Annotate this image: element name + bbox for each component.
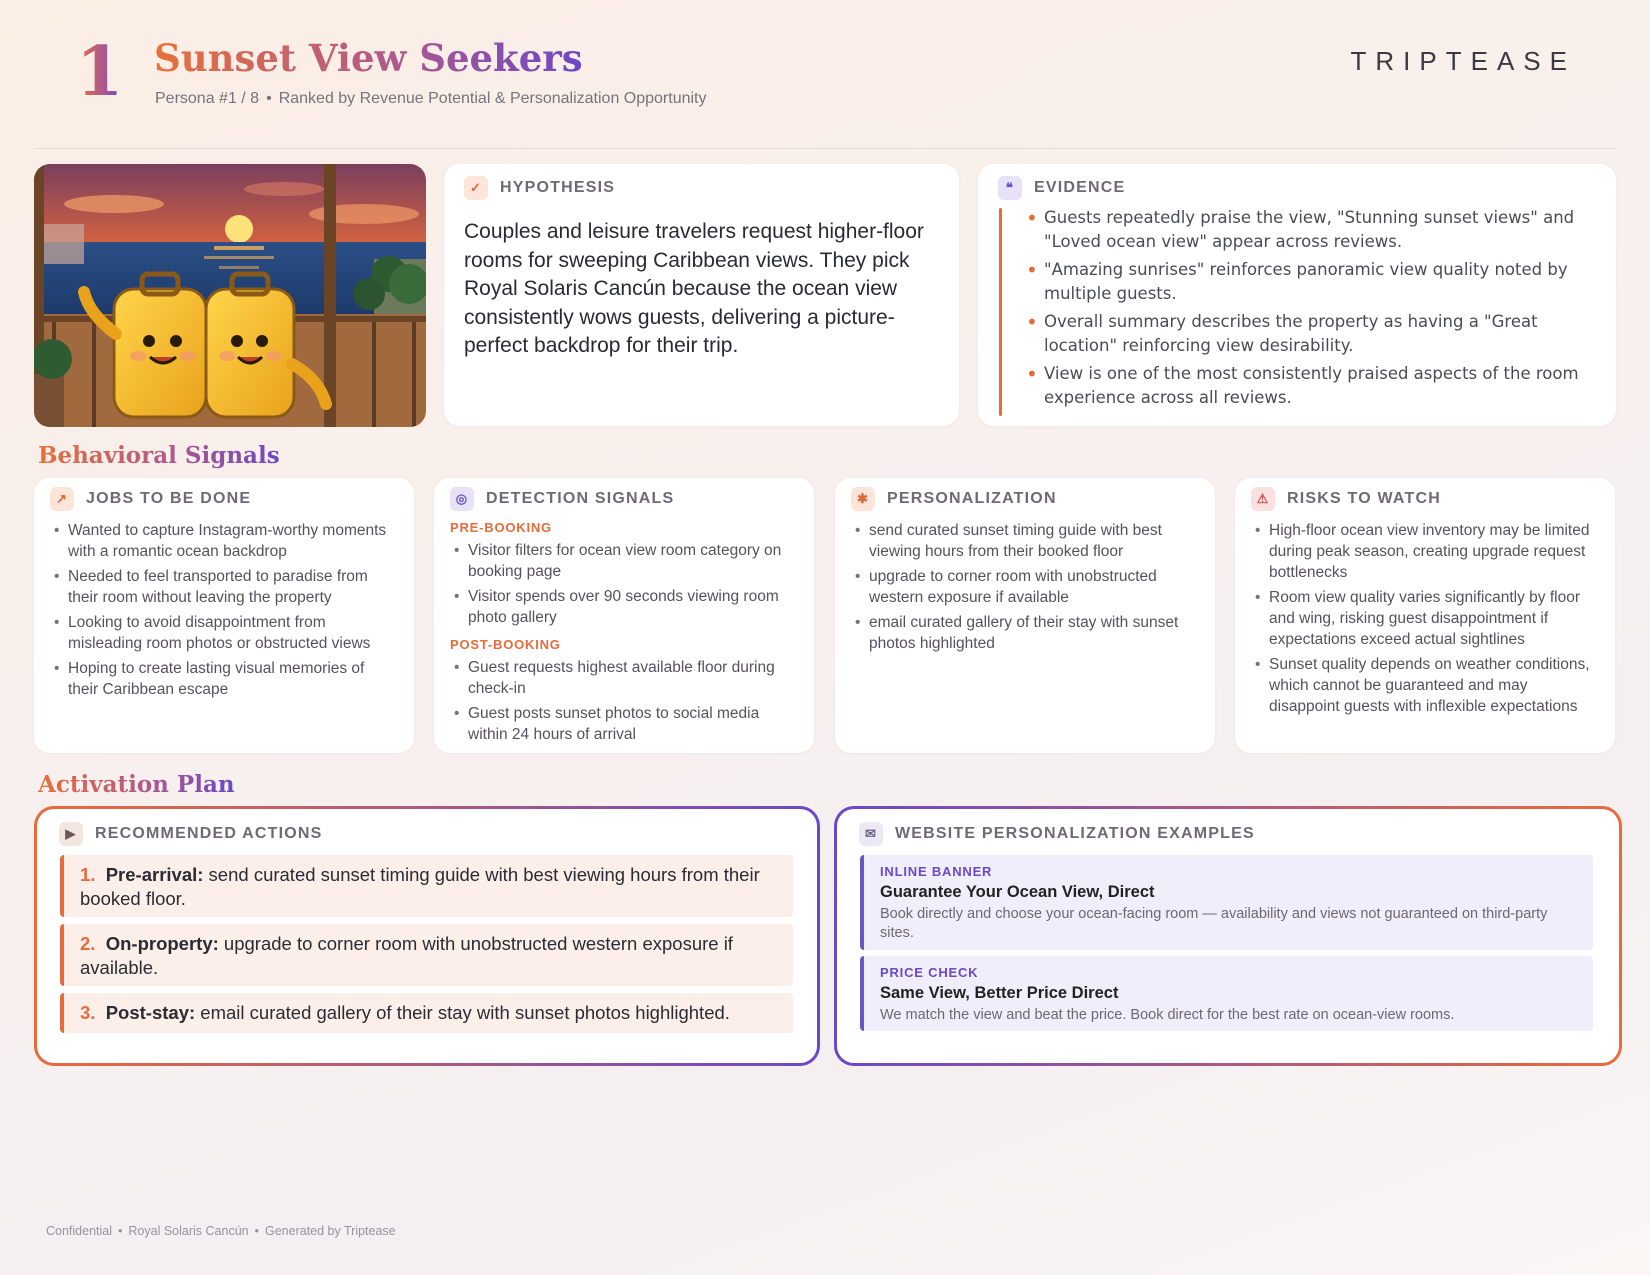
mail-icon: ✉ — [859, 822, 883, 846]
hypothesis-text: Couples and leisure travelers request higher-floor rooms for sweeping Caribbean views. They pick Royal Solaris Cancún because the ocean view consistently wows guests, delivering a picture-perfect backdrop for their trip. — [464, 220, 924, 357]
behavioral-signals-title: Behavioral Signals — [38, 442, 280, 469]
evidence-item: • Overall summary describes the property as having a "Great location" reinforcing view desirability. — [1024, 310, 1589, 358]
personalization-item: • upgrade to corner room with unobstructed western exposure if available — [851, 566, 1196, 608]
jobs-heading: JOBS TO BE DONE — [86, 490, 252, 507]
detection-item: • Guest requests highest available floor during check-in — [450, 657, 795, 699]
evidence-list — [1024, 206, 1589, 414]
personalization-heading: PERSONALIZATION — [887, 490, 1057, 507]
action-text: upgrade to corner room with unobstructed western exposure if available. — [80, 933, 733, 978]
actions-heading: RECOMMENDED ACTIONS — [95, 825, 323, 842]
detection-item: • Visitor filters for ocean view room category on booking page — [450, 540, 795, 582]
action-item — [60, 924, 793, 986]
personalization-card — [835, 478, 1215, 753]
trend-arrow-icon: ↗ — [50, 487, 74, 511]
jobs-item: • Hoping to create lasting visual memories of their Caribbean escape — [50, 658, 395, 700]
activation-plan-title: Activation Plan — [38, 771, 235, 798]
risks-card — [1235, 478, 1615, 753]
examples-heading: WEBSITE PERSONALIZATION EXAMPLES — [895, 825, 1255, 842]
action-text: send curated sunset timing guide with best viewing hours from their booked floor. — [80, 864, 760, 909]
hypothesis-heading: HYPOTHESIS — [500, 179, 616, 196]
detection-item: • Guest posts sunset photos to social media within 24 hours of arrival — [450, 703, 795, 745]
example-banner — [860, 956, 1593, 1031]
action-number: 2. — [80, 933, 96, 954]
action-label: On-property: — [105, 933, 219, 954]
target-icon: ◎ — [450, 487, 474, 511]
recommended-actions-card — [34, 806, 820, 1066]
personalization-list — [851, 520, 1196, 658]
separator: • — [254, 1224, 259, 1238]
example-body: We match the view and beat the price. Book direct for the best rate on ocean-view rooms. — [880, 1007, 1455, 1023]
evidence-card — [978, 164, 1616, 426]
separator: • — [266, 90, 272, 107]
jobs-item: • Looking to avoid disappointment from misleading room photos or obstructed views — [50, 612, 395, 654]
footer-generated: Generated by Triptease — [265, 1224, 396, 1238]
example-tag: PRICE CHECK — [880, 965, 979, 980]
hero-illustration — [34, 164, 426, 427]
action-item — [60, 855, 793, 917]
evidence-item: • "Amazing sunrises" reinforces panoramic view quality noted by multiple guests. — [1024, 258, 1589, 306]
separator: • — [118, 1224, 123, 1238]
footer — [46, 1224, 396, 1238]
post-booking-list — [450, 657, 795, 749]
page-title: Sunset View Seekers — [154, 36, 583, 80]
action-label: Pre-arrival: — [105, 864, 204, 885]
brand-logo: TRIPTEASE — [1350, 46, 1576, 76]
risks-list — [1251, 520, 1596, 721]
action-label: Post-stay: — [105, 1002, 196, 1023]
sunset-suitcases-image — [34, 164, 426, 427]
pre-booking-list — [450, 540, 795, 632]
pre-booking-label: PRE-BOOKING — [450, 520, 552, 535]
action-number: 1. — [80, 864, 96, 885]
jobs-list — [50, 520, 395, 704]
evidence-heading: EVIDENCE — [1034, 179, 1126, 196]
evidence-item: • View is one of the most consistently praised aspects of the room experience across all reviews. — [1024, 362, 1589, 410]
risks-item: • High-floor ocean view inventory may be limited during peak season, creating upgrade request bottlenecks — [1251, 520, 1596, 583]
action-number: 3. — [80, 1002, 96, 1023]
ranking-text: Ranked by Revenue Potential & Personalization Opportunity — [278, 90, 707, 107]
website-examples-card — [834, 806, 1622, 1066]
warning-icon: ⚠ — [1251, 487, 1275, 511]
quote-icon: ❝ — [998, 176, 1022, 200]
personalization-item: • email curated gallery of their stay with sunset photos highlighted — [851, 612, 1196, 654]
asterisk-icon: ✱ — [851, 487, 875, 511]
evidence-accent-bar — [999, 208, 1002, 416]
example-headline: Same View, Better Price Direct — [880, 984, 1119, 1002]
persona-number: 1 — [76, 32, 124, 112]
example-body: Book directly and choose your ocean-facing room — availability and views not guaranteed on third-party sites. — [880, 906, 1548, 941]
detection-item: • Visitor spends over 90 seconds viewing room photo gallery — [450, 586, 795, 628]
persona-subtitle — [155, 90, 707, 108]
risks-item: • Room view quality varies significantly by floor and wing, risking guest disappointment if expectations exceed actual sightlines — [1251, 587, 1596, 650]
personalization-item: • send curated sunset timing guide with best viewing hours from their booked floor — [851, 520, 1196, 562]
example-banner — [860, 855, 1593, 950]
footer-property: Royal Solaris Cancún — [128, 1224, 249, 1238]
detection-heading: DETECTION SIGNALS — [486, 490, 675, 507]
example-headline: Guarantee Your Ocean View, Direct — [880, 883, 1155, 901]
jobs-card — [34, 478, 414, 753]
action-item — [60, 993, 793, 1033]
check-icon: ✓ — [464, 176, 488, 200]
jobs-item: • Needed to feel transported to paradise from their room without leaving the property — [50, 566, 395, 608]
action-text: email curated gallery of their stay with sunset photos highlighted. — [195, 1002, 730, 1023]
play-icon: ▶ — [59, 822, 83, 846]
persona-index: Persona #1 / 8 — [155, 90, 260, 107]
post-booking-label: POST-BOOKING — [450, 637, 561, 652]
footer-confidential: Confidential — [46, 1224, 113, 1238]
risks-heading: RISKS TO WATCH — [1287, 490, 1441, 507]
example-tag: INLINE BANNER — [880, 864, 993, 879]
detection-card — [434, 478, 814, 753]
jobs-item: • Wanted to capture Instagram-worthy moments with a romantic ocean backdrop — [50, 520, 395, 562]
header-divider — [34, 148, 1616, 149]
risks-item: • Sunset quality depends on weather conditions, which cannot be guaranteed and may disappoint guests with inflexible expectations — [1251, 654, 1596, 717]
hypothesis-card — [444, 164, 959, 426]
evidence-item: • Guests repeatedly praise the view, "Stunning sunset views" and "Loved ocean view" appear across reviews. — [1024, 206, 1589, 254]
